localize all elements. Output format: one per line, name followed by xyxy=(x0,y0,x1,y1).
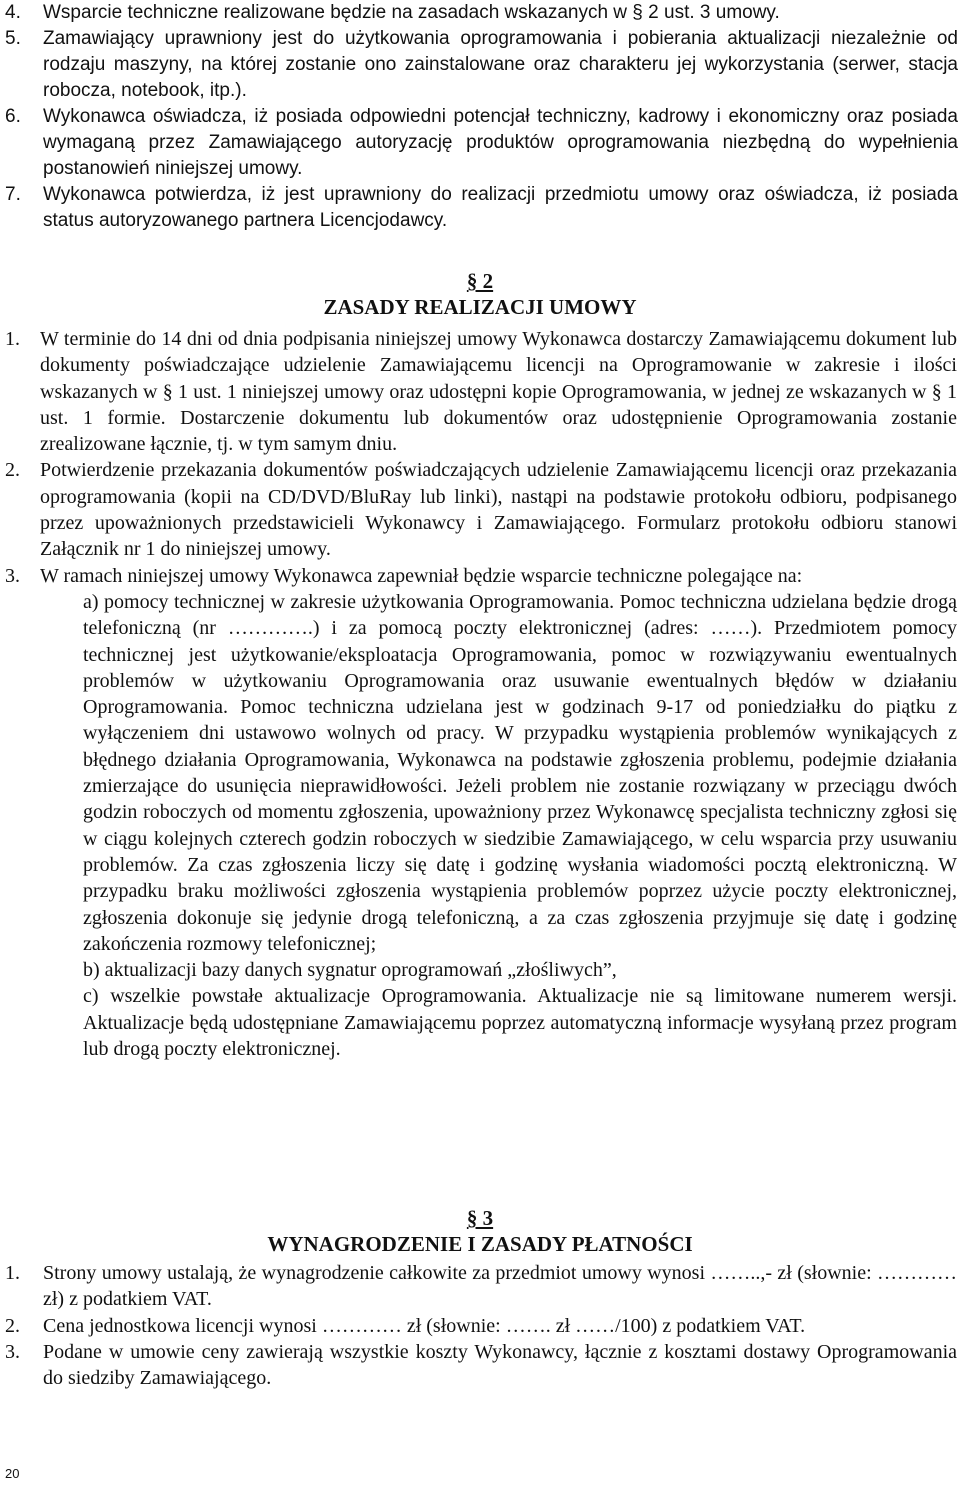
list-item xyxy=(5,26,958,104)
sub-item-text: wszelkie powstałe aktualizacje Oprogramowania. Aktualizacje nie są limitowane numerem wersji. Aktualizacje będą udostępniane Zamawiającemu poprzez automatyczną informacje wysyłaną przez program lub drogą poczty elektronicznej. xyxy=(83,985,958,1061)
section-2-heading xyxy=(0,268,960,320)
list-item xyxy=(5,104,958,182)
item-number: 2. xyxy=(5,459,20,482)
item-text: W terminie do 14 dni od dnia podpisania niniejszej umowy Wykonawca dostarczy Zamawiającemu dokument lub dokumenty poświadczające udzielenie Zamawiającemu licencji na Oprogramowanie w zakresie i ilości wskazanych w § 1 ust. 1 niniejszej umowy oraz udostępni kopie Oprogramowania, w jednej ze wskazanych w § 1 ust. 1 formie. Dostarczenie dokumentu lub dokumentów oraz udostępnienie Oprogramowania zostanie zrealizowane łącznie, tj. w tym samym dniu. xyxy=(40,328,957,456)
list-item xyxy=(5,182,958,234)
page-number: 20 xyxy=(5,1466,20,1481)
list-item xyxy=(5,1313,957,1339)
list-item xyxy=(5,1260,957,1313)
item-text: Cena jednostkowa licencji wynosi ………… zł (słownie: ……. zł ……/100) z podatkiem VAT. xyxy=(43,1314,806,1337)
list-item xyxy=(5,0,958,26)
list-item xyxy=(5,1339,957,1392)
list-item xyxy=(5,457,957,562)
sub-item-text: pomocy technicznej w zakresie użytkowania Oprogramowania. Pomoc techniczna udzielana będzie drogą telefoniczną (nr ………….) i za pomocą poczty elektronicznej (adres: ……). Przedmiotem pomocy technicznej jest użytkowanie/eksploatacja Oprogramowania, pomoc w rozwiązywaniu ewentualnych problemów w użytkowaniu Oprogramowania oraz usuwanie ewentualnych błędów w działaniu Oprogramowania. Pomoc techniczna udzielana jest w godzinach 9-17 od poniedziałku do piątku z wyłączeniem dni ustawowo wolnych od pracy. W przypadku wystąpienia problemów wynikających z błędnego działania Oprogramowania, Wykonawca na podstawie zgłoszenia problemu, podejmie działania zmierzające do usunięcia nieprawidłowości. Jeżeli problem nie zostanie rozwiązany w przeciągu dwóch godzin roboczych od momentu zgłoszenia, upoważniony przez Wykonawcę specjalista techniczny zgłosi się w ciągu kolejnych czterech godzin roboczych w siedzibie Zamawiającego, w celu wsparcia przy usuwaniu problemów. Za czas zgłoszenia liczy się datę i godzinę wysłania wiadomości pocztą elektroniczną. W przypadku braku możliwości zgłoszenia wystąpienia problemów poprzez użycie poczty elektronicznej, zgłoszenia dokonuje się jedynie drogą telefoniczną, a za czas zgłoszenia przyjmuje się datę i godzinę zakończenia rozmowy telefonicznej; xyxy=(83,590,957,955)
item-text: Strony umowy ustalają, że wynagrodzenie całkowite za przedmiot umowy wynosi ……..,- zł (słownie: ………… zł) z podatkiem VAT. xyxy=(43,1262,957,1311)
item-number: 4. xyxy=(5,2,21,23)
sub-item xyxy=(5,957,957,983)
item-text: Zamawiający uprawniony jest do użytkowania oprogramowania i pobierania aktualizacji niezależnie od rodzaju maszyny, na której zostanie ono zainstalowane oraz charakteru jej wykorzystania (serwer, stacja robocza, notebook, itp.). xyxy=(43,28,958,101)
item-text: Wykonawca oświadcza, iż posiada odpowiedni potencjał techniczny, kadrowy i ekonomiczny oraz posiada wymaganą przez Zamawiającego autoryzację produktów oprogramowania niezbędną do wypełnienia postanowień niniejszej umowy. xyxy=(43,106,958,179)
sans-items-block xyxy=(5,0,958,234)
list-item xyxy=(5,563,957,589)
item-number: 6. xyxy=(5,106,21,127)
sub-item xyxy=(5,589,957,957)
sub-item-letter: c) xyxy=(83,985,99,1008)
section-title: WYNAGRODZENIE I ZASADY PŁATNOŚCI xyxy=(267,1232,693,1256)
item-text: Wsparcie techniczne realizowane będzie na zasadach wskazanych w § 2 ust. 3 umowy. xyxy=(43,2,780,23)
item-number: 2. xyxy=(5,1314,20,1337)
item-number: 1. xyxy=(5,328,20,350)
item-number: 7. xyxy=(5,184,21,205)
item-number: 5. xyxy=(5,28,21,49)
item-text: Podane w umowie ceny zawierają wszystkie koszty Wykonawcy, łącznie z kosztami dostawy Oprogramowania do siedziby Zamawiającego. xyxy=(43,1340,957,1390)
section-title: ZASADY REALIZACJI UMOWY xyxy=(323,295,637,319)
item-text: Wykonawca potwierdza, iż jest uprawniony do realizacji przedmiotu umowy oraz oświadcza, iż posiada status autoryzowanego partnera Licencjodawcy. xyxy=(43,184,958,231)
sub-item-text: aktualizacji bazy danych sygnatur oprogramowań „złośliwych”, xyxy=(104,959,617,982)
item-number: 3. xyxy=(5,1340,20,1363)
sub-item-letter: b) xyxy=(83,959,100,982)
section-symbol: § 3 xyxy=(466,1206,494,1230)
sub-item xyxy=(5,983,957,1062)
section-3-body xyxy=(5,1260,957,1391)
list-item xyxy=(5,326,957,457)
section-3-heading xyxy=(0,1205,960,1257)
section-symbol: § 2 xyxy=(466,269,494,293)
sub-item-letter: a) xyxy=(83,590,99,613)
item-text: Potwierdzenie przekazania dokumentów poświadczających udzielenie Zamawiającemu licencji oraz przekazania oprogramowania (kopii na CD/DVD/BluRay lub linki), nastąpi na podstawie protokołu odbioru, podpisanego przez upoważnionych przedstawicieli Wykonawcy i Zamawiającego. Formularz protokołu odbioru stanowi Załącznik nr 1 do niniejszej umowy. xyxy=(40,459,957,561)
item-number: 3. xyxy=(5,564,20,587)
item-text: W ramach niniejszej umowy Wykonawca zapewniał będzie wsparcie techniczne polegające na: xyxy=(40,564,803,587)
section-2-body xyxy=(5,326,957,1062)
item-number: 1. xyxy=(5,1262,20,1284)
